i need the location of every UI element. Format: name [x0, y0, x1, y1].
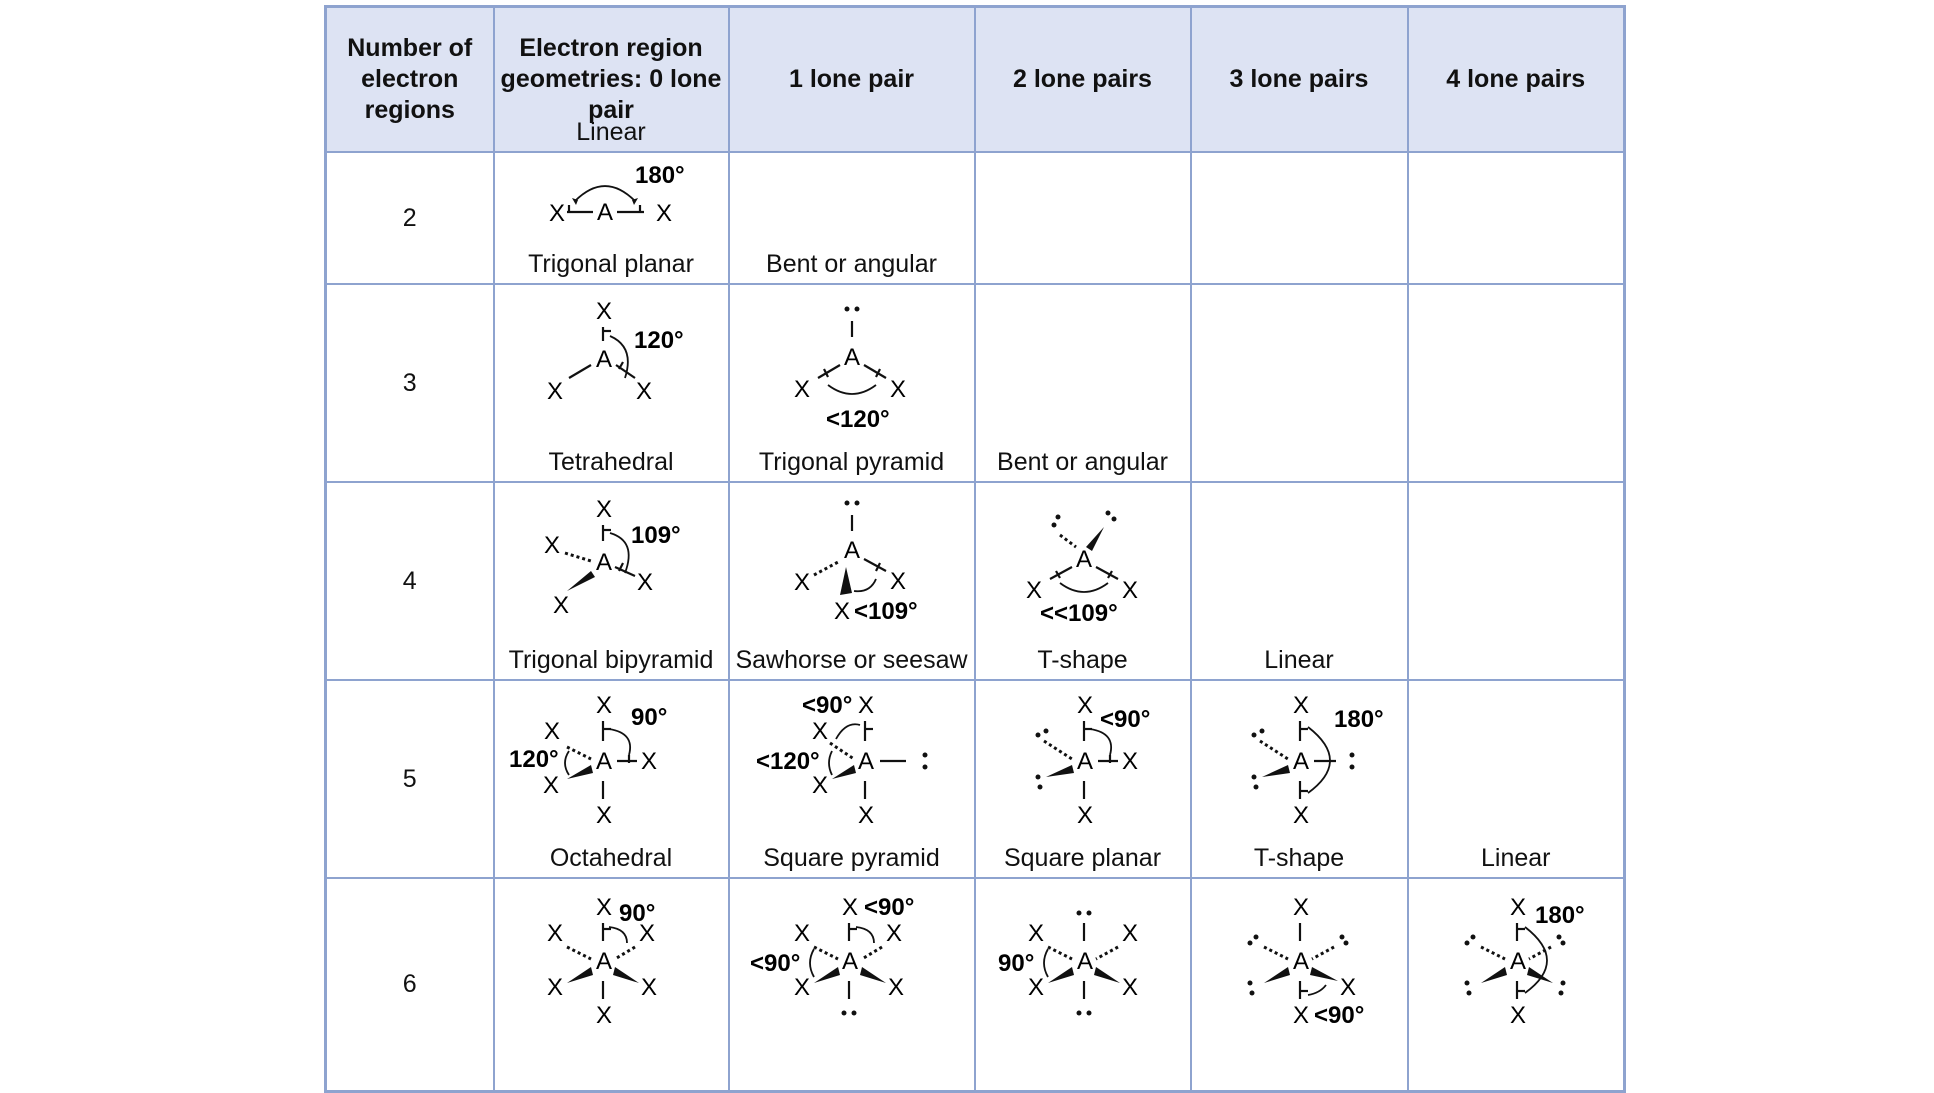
header-one-lone-pair: 1 lone pair: [729, 7, 975, 153]
central-atom-a: A: [843, 344, 860, 371]
bond-angle-label: <120°: [825, 406, 890, 433]
header-three-lone-pairs: 3 lone pairs: [1191, 7, 1408, 153]
t-shape-6-diagram: [1192, 879, 1409, 1092]
angle-arc: [609, 729, 630, 755]
ligand-x: X: [833, 598, 850, 625]
ligand-x: X: [793, 920, 810, 947]
header-zero-lone-pair: Electron region geometries: 0 lone pair: [494, 7, 729, 153]
central-atom-a: A: [1292, 948, 1309, 975]
bond-angle-label: 180°: [634, 162, 685, 189]
ligand-x: X: [889, 568, 906, 595]
square-pyramid-diagram: [730, 879, 976, 1092]
geometry-name: Trigonal planar: [528, 250, 694, 278]
empty-cell: [1408, 284, 1625, 482]
ligand-x: X: [1292, 802, 1309, 829]
angle-arc: [610, 533, 629, 573]
ligand-x: X: [595, 894, 612, 921]
bond-angle-label: 90°: [630, 704, 667, 731]
ligand-x: X: [793, 569, 810, 596]
ligand-x: X: [1509, 1002, 1526, 1029]
ligand-x: X: [1121, 577, 1138, 604]
bond-angle-label: 90°: [618, 900, 655, 927]
ligand-x: X: [1027, 920, 1044, 947]
angle-arc: [828, 385, 876, 394]
empty-cell: [975, 152, 1191, 284]
ligand-x: X: [595, 496, 612, 523]
angle-arc: [609, 927, 627, 943]
ligand-x: X: [887, 974, 904, 1001]
table-row: [326, 878, 1625, 1091]
ligand-x: X: [595, 802, 612, 829]
central-atom-a: A: [595, 346, 612, 373]
angle-arc: [1044, 949, 1048, 977]
ligand-x: X: [595, 1002, 612, 1029]
angle-arc: [1525, 927, 1547, 993]
geometry-cell-linear-6: [1408, 844, 1625, 1091]
ligand-x: X: [638, 920, 655, 947]
angle-arc: [1060, 583, 1108, 592]
vsepr-geometry-table: [324, 5, 1626, 1093]
ligand-x: X: [595, 692, 612, 719]
bond-angle-label: <109°: [853, 598, 918, 625]
empty-cell: [1408, 482, 1625, 680]
central-atom-a: A: [1076, 948, 1093, 975]
central-atom-a: A: [595, 748, 612, 775]
square-planar-diagram: [976, 879, 1192, 1092]
ligand-x: X: [543, 532, 560, 559]
ligand-x: X: [546, 378, 563, 405]
ligand-x: X: [811, 718, 828, 745]
central-atom-a: A: [595, 948, 612, 975]
angle-arc: [836, 724, 860, 739]
bond-angle-label: <90°: [749, 950, 800, 977]
ligand-x: X: [1339, 974, 1356, 1001]
geometry-name: Bent or angular: [997, 448, 1168, 476]
bond-angle-label: 120°: [633, 327, 684, 354]
angle-arc: [856, 927, 874, 943]
ligand-x: X: [889, 376, 906, 403]
bond-angle-label: <90°: [1099, 706, 1150, 733]
ligand-x: X: [1076, 802, 1093, 829]
ligand-x: X: [1292, 894, 1309, 921]
ligand-x: X: [857, 692, 874, 719]
region-count: 5: [326, 680, 494, 878]
ligand-x: X: [811, 772, 828, 799]
ligand-x: X: [793, 974, 810, 1001]
angle-arc: [829, 751, 832, 775]
geometry-cell-square-pyramid: [729, 844, 975, 1091]
geometry-cell-octahedral: [494, 844, 729, 1091]
ligand-x: X: [542, 772, 559, 799]
ligand-x: X: [543, 718, 560, 745]
region-count: 3: [326, 284, 494, 482]
geometry-cell-t-shape-6: [1191, 844, 1408, 1091]
bond-angle-label: <120°: [755, 748, 820, 775]
angle-arc: [854, 579, 876, 591]
empty-cell: [1191, 284, 1408, 482]
ligand-x: X: [793, 376, 810, 403]
geometry-name: Linear: [576, 118, 646, 146]
geometry-name: Tetrahedral: [548, 448, 674, 476]
angle-arc: [810, 949, 814, 977]
geometry-name: Linear: [1264, 646, 1334, 674]
angle-arc: [1308, 985, 1326, 995]
ligand-x: X: [548, 200, 565, 227]
central-atom-a: A: [1292, 748, 1309, 775]
central-atom-a: A: [841, 948, 858, 975]
empty-cell: [1408, 152, 1625, 284]
ligand-x: X: [640, 748, 657, 775]
geometry-name: Trigonal pyramid: [758, 448, 945, 476]
region-count: 6: [326, 878, 494, 1091]
geometry-name: Octahedral: [549, 844, 673, 872]
ligand-x: X: [1076, 692, 1093, 719]
geometry-name: Bent or angular: [766, 250, 937, 278]
ligand-x: X: [1121, 974, 1138, 1001]
ligand-x: X: [640, 974, 657, 1001]
angle-arc: [565, 751, 569, 775]
bond-angle-label: 180°: [1333, 706, 1384, 733]
central-atom-a: A: [1075, 546, 1092, 573]
ligand-x: X: [1121, 920, 1138, 947]
ligand-x: X: [595, 298, 612, 325]
geometry-name: Square pyramid: [763, 844, 940, 872]
geometry-name: Trigonal bipyramid: [508, 646, 714, 674]
ligand-x: X: [546, 974, 563, 1001]
central-atom-a: A: [843, 537, 860, 564]
empty-cell: [1191, 152, 1408, 284]
geometry-name: Sawhorse or seesaw: [735, 646, 968, 674]
header-four-lone-pairs: 4 lone pairs: [1408, 7, 1625, 153]
ligand-x: X: [1121, 748, 1138, 775]
central-atom-a: A: [595, 549, 612, 576]
region-count: 2: [326, 152, 494, 284]
geometry-cell-square-planar: [975, 844, 1191, 1091]
geometry-name: Square planar: [1003, 844, 1162, 872]
ligand-x: X: [1025, 577, 1042, 604]
bond-angle-label: 109°: [630, 522, 681, 549]
bond-angle-label: <90°: [801, 692, 852, 719]
bond-angle-label: 180°: [1534, 902, 1585, 929]
header-two-lone-pairs: 2 lone pairs: [975, 7, 1191, 153]
ligand-x: X: [636, 569, 653, 596]
ligand-x: X: [885, 920, 902, 947]
header-electron-regions: Number of electron regions: [326, 7, 494, 153]
central-atom-a: A: [1509, 948, 1526, 975]
ligand-x: X: [635, 378, 652, 405]
ligand-x: X: [841, 894, 858, 921]
geometry-name: T-shape: [1037, 646, 1128, 674]
ligand-x: X: [1509, 894, 1526, 921]
ligand-x: X: [1292, 692, 1309, 719]
central-atom-a: A: [596, 199, 613, 226]
ligand-x: X: [546, 920, 563, 947]
central-atom-a: A: [1076, 748, 1093, 775]
ligand-x: X: [1292, 1002, 1309, 1029]
geometry-name: T-shape: [1253, 844, 1345, 872]
ligand-x: X: [655, 200, 672, 227]
bond-angle-label: <90°: [1313, 1002, 1364, 1029]
bond-angle-label: 90°: [997, 950, 1034, 977]
octahedral-diagram: [495, 879, 730, 1092]
bond-angle-label: 120°: [508, 746, 559, 773]
central-atom-a: A: [857, 748, 874, 775]
ligand-x: X: [1027, 974, 1044, 1001]
bond-angle-label: <90°: [863, 894, 914, 921]
geometry-name: Linear: [1481, 844, 1551, 872]
ligand-x: X: [857, 802, 874, 829]
region-count: 4: [326, 482, 494, 680]
ligand-x: X: [552, 592, 569, 619]
linear-6-diagram: [1409, 879, 1626, 1092]
bond-angle-label: <<109°: [1039, 600, 1118, 627]
